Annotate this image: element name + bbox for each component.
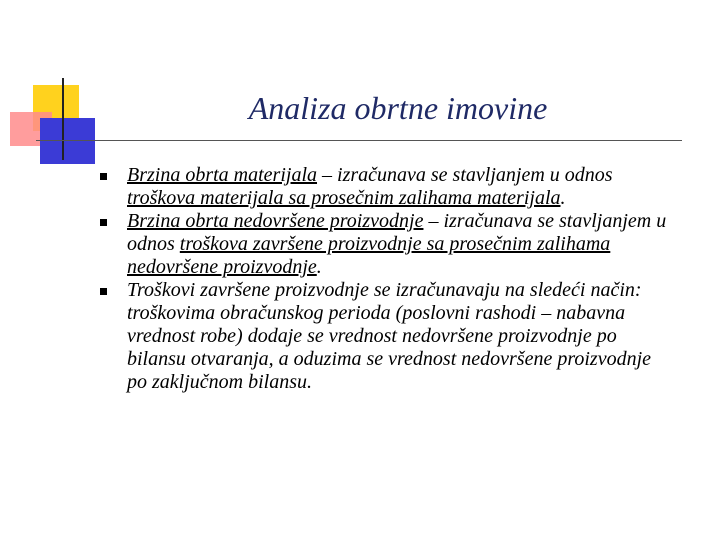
bullet-list <box>100 164 675 394</box>
bullet-square-icon <box>100 219 107 226</box>
bullet-text-segment: Brzina obrta nedovršene proizvodnje <box>127 210 424 232</box>
title-divider-line <box>36 140 682 141</box>
bullet-text-segment: troškova završene proizvodnje sa prosečnim zalihama nedovršene proizvodnje <box>127 233 611 278</box>
bullet-text <box>127 210 666 278</box>
bullet-text-segment: troškova materijala sa prosečnim zalihama materijala <box>127 187 561 209</box>
bullet-item <box>100 164 675 210</box>
bullet-text-segment: . <box>560 187 566 209</box>
decor-vertical-line <box>62 78 64 160</box>
bullet-square-icon <box>100 288 107 295</box>
decor-blue-square <box>40 118 95 164</box>
bullet-text-segment: Troškovi završene proizvodnje se izračunavaju na sledeći način: troškovima obračunskog perioda (poslovni rashodi – nabavna vrednost robe) dodaje se vrednost nedovršene proizvodnje po bilansu otvaranja, a oduzima se vrednost nedovršene proizvodnje po zaključnom bilansu. <box>127 279 652 393</box>
bullet-text <box>127 164 613 209</box>
bullet-square-icon <box>100 173 107 180</box>
bullet-text-segment: – izračunava se stavljanjem u odnos <box>127 210 667 255</box>
bullet-item <box>100 279 675 394</box>
slide-title: Analiza obrtne imovine <box>248 90 548 126</box>
bullet-item <box>100 210 675 279</box>
bullet-text-segment: . <box>316 256 322 278</box>
bullet-text-segment: Brzina obrta materijala <box>127 164 318 186</box>
bullet-text <box>127 279 651 393</box>
bullet-text-segment: – izračunava se stavljanjem u odnos <box>317 164 613 186</box>
